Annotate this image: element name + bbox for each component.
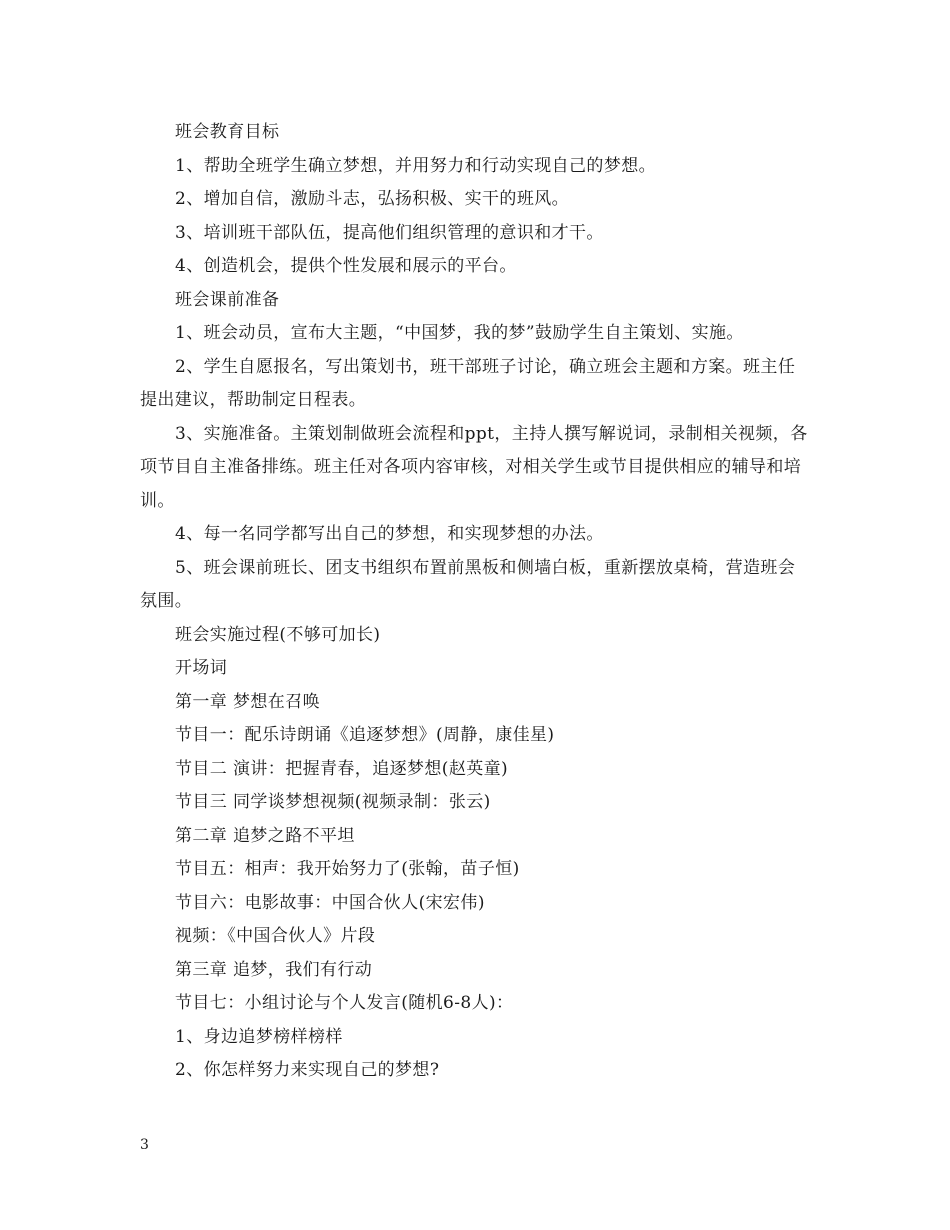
paragraph: 2、增加自信，激励斗志，弘扬积极、实干的班风。 — [175, 189, 570, 209]
paragraph: 1、帮助全班学生确立梦想，并用努力和行动实现自己的梦想。 — [175, 155, 657, 176]
program-item: 节目五：相声：我开始努力了(张翰，苗子恒) — [175, 859, 520, 879]
program-item: 节目七：小组讨论与个人发言(随机6-8人)： — [175, 993, 514, 1013]
list-item: 2、你怎样努力来实现自己的梦想? — [175, 1060, 440, 1080]
program-item: 节目一：配乐诗朗诵《追逐梦想》(周静，康佳星) — [175, 725, 555, 745]
paragraph-heading-process: 班会实施过程(不够可加长) — [175, 624, 381, 645]
paragraph-heading-goals: 班会教育目标 — [175, 122, 280, 142]
paragraph: 2、学生自愿报名，写出策划书，班干部班子讨论，确立班会主题和方案。班主任提出建议，帮助制定日程表。 — [140, 356, 796, 410]
page-number: 3 — [140, 1137, 149, 1153]
program-item: 节目三 同学谈梦想视频(视频录制：张云) — [175, 792, 491, 812]
paragraph: 1、班会动员，宣布大主题，“中国梦，我的梦”鼓励学生自主策划、实施。 — [175, 323, 744, 343]
program-item: 视频：《中国合伙人》片段 — [175, 926, 376, 946]
paragraph: 3、实施准备。主策划制做班会流程和ppt，主持人撰写解说词，录制相关视频，各项节目自主准备排练。班主任对各项内容审核，对相关学生或节目提供相应的辅导和培训。 — [140, 423, 808, 511]
paragraph: 4、创造机会，提供个性发展和展示的平台。 — [175, 256, 517, 276]
paragraph-heading-preparation: 班会课前准备 — [175, 289, 280, 310]
chapter-heading: 第一章 梦想在召唤 — [175, 691, 321, 712]
paragraph: 开场词 — [175, 658, 228, 678]
paragraph: 5、班会课前班长、团支书组织布置前黑板和侧墙白板，重新摆放桌椅，营造班会氛围。 — [140, 557, 796, 611]
chapter-heading: 第三章 追梦，我们有行动 — [175, 959, 373, 980]
program-item: 节目六：电影故事：中国合伙人(宋宏伟) — [175, 892, 485, 913]
paragraph: 3、培训班干部队伍，提高他们组织管理的意识和才干。 — [175, 222, 604, 243]
program-item: 节目二 演讲：把握青春，追逐梦想(赵英童) — [175, 758, 509, 779]
document-body — [140, 116, 812, 1088]
chapter-heading: 第二章 追梦之路不平坦 — [175, 825, 355, 846]
paragraph: 4、每一名同学都写出自己的梦想，和实现梦想的办法。 — [175, 524, 604, 544]
list-item: 1、身边追梦榜样榜样 — [175, 1026, 343, 1047]
